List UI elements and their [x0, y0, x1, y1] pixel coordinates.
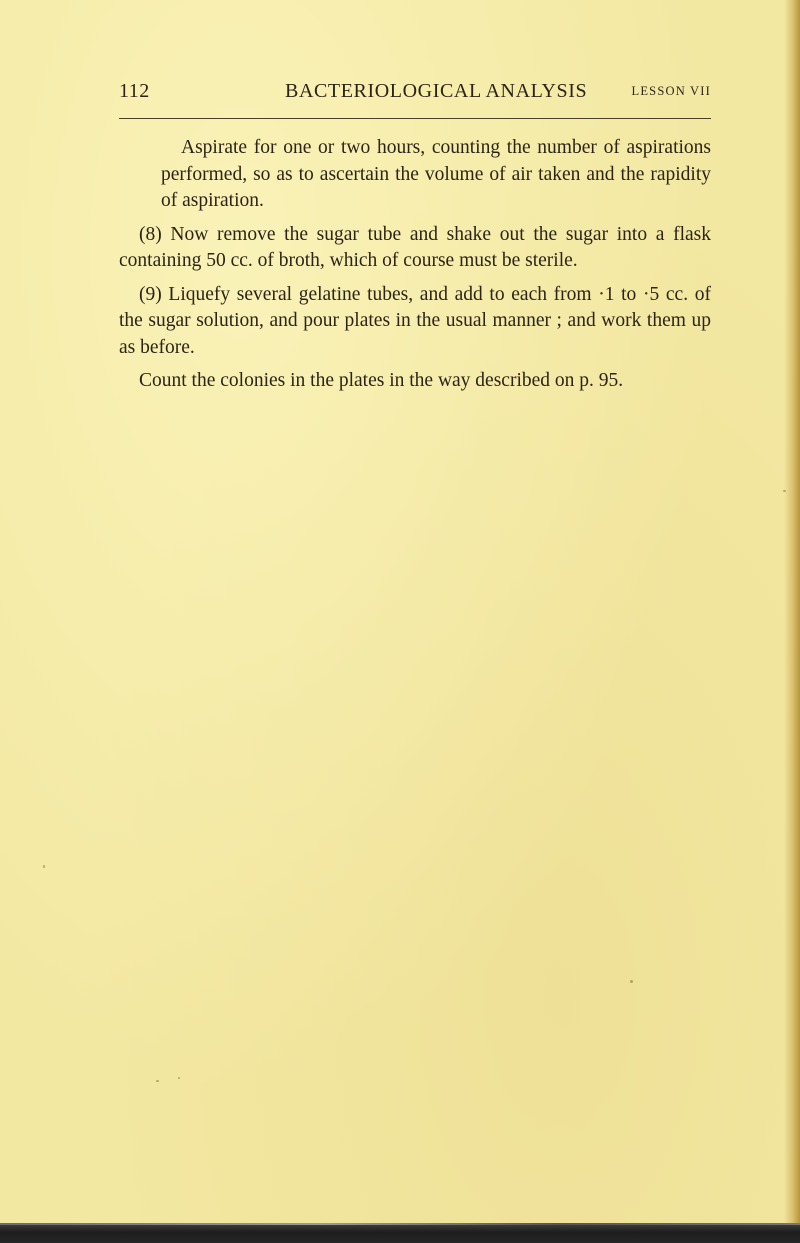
running-title: BACTERIOLOGICAL ANALYSIS [285, 80, 588, 102]
page-header [119, 80, 711, 106]
paragraph-step-9: (9) Liquefy several gelatine tubes, and add to each from ·1 to ·5 cc. of the sugar solution, and pour plates in the usual manner ; and work them up as before. [119, 283, 711, 358]
paragraph-aspirate: Aspirate for one or two hours, counting the number of aspirations performed, so as to ascertain the volume of air taken and the rapidity of aspiration. [161, 137, 711, 211]
body-text [119, 135, 711, 402]
page-edge-shadow [784, 0, 800, 1243]
paper-speck [178, 1077, 180, 1079]
paper-speck [43, 865, 45, 868]
paragraph-step-8: (8) Now remove the sugar tube and shake out the sugar into a flask containing 50 cc. of broth, which of course must be sterile. [119, 223, 711, 271]
paper-speck [630, 980, 633, 983]
paper-speck [156, 1080, 159, 1082]
paragraph-count-colonies: Count the colonies in the plates in the way described on p. 95. [139, 370, 624, 391]
page-number: 112 [119, 80, 150, 102]
lesson-label: LESSON VII [631, 84, 711, 98]
paper-speck [783, 490, 786, 492]
header-rule [119, 118, 711, 119]
bottom-binding-edge [0, 1225, 800, 1243]
